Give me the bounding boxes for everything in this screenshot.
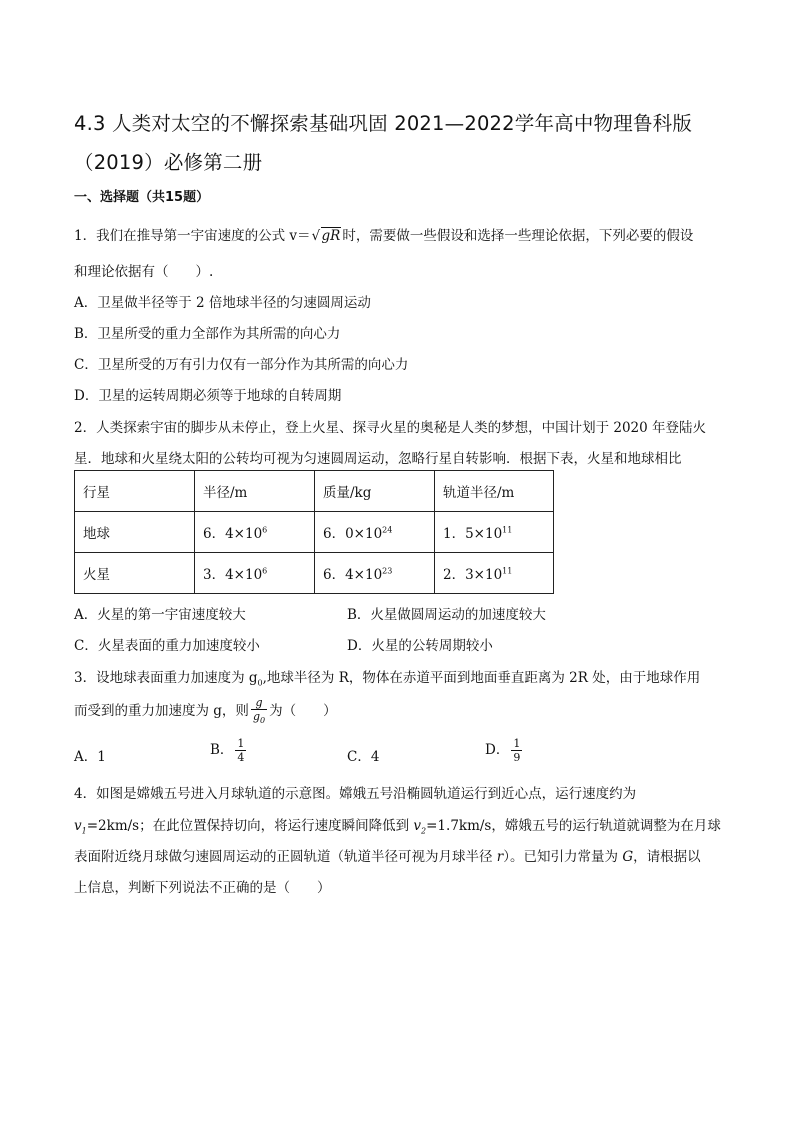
table-cell: 6．$0\times 10^{24}$ [315,512,435,553]
table-cell: 1．$5\times 10^{11}$ [435,512,554,553]
table-cell: 6．$4\times 10^{23}$ [315,553,435,594]
question-1-line-1: 1．我们在推导第一宇宙速度的公式 v＝ √ gR 时，需要做一些假设和选择一些理论依据，下列必要的假设 [74,228,694,244]
question-3-line-1: 3．设地球表面重力加速度为 $g_0$,地球半径为 R，物体在赤道平面到地面垂直距离为 2R 处，由于地球作用 [74,670,701,688]
question-3-option-c: C．4 [347,749,380,765]
table-row [75,553,554,594]
question-2-line-1: 2．人类探索宇宙的脚步从未停止，登上火星、探寻火星的奥秘是人类的梦想，中国计划于 2020 年登陆火 [74,420,707,436]
question-3-option-d: D． $\frac{1}{9}$ [485,737,521,764]
question-3-option-a: A．1 [74,749,106,765]
question-2-option-d: D．火星的公转周期较小 [347,638,493,654]
table-header-cell: 行星 [75,471,195,512]
question-2-option-b: B．火星做圆周运动的加速度较大 [347,607,546,623]
question-2-option-a: A．火星的第一宇宙速度较大 [74,607,246,623]
question-1-option-d: D．卫星的运转周期必须等于地球的自转周期 [74,388,342,404]
question-4-line-3: 表面附近绕月球做匀速圆周运动的正圆轨道（轨道半径可视为月球半径 r）。已知引力常量为 G，请根据以 [74,849,701,865]
table-cell: 火星 [75,553,195,594]
question-1-option-b: B．卫星所受的重力全部作为其所需的向心力 [74,326,341,342]
table-header-row [75,471,554,512]
question-4-line-2: $v_1=2km/s$；在此位置保持切向，将运行速度瞬间降低到 $v_2=1.7km/s$，嫦娥五号的运行轨道就调整为在月球 [74,818,721,836]
sqrt-expression: √ gR [311,228,341,244]
question-2-line-2: 星．地球和火星绕太阳的公转均可视为匀速圆周运动，忽略行星自转影响．根据下表，火星和地球相比 [74,451,682,467]
question-3-option-b: B． $\frac{1}{4}$ [210,737,245,764]
table-header-cell: 半径/m [195,471,315,512]
question-1-option-a: A．卫星做半径等于 2 倍地球半径的匀速圆周运动 [74,295,371,311]
table-header-cell: 轨道半径/m [435,471,554,512]
section-heading: 一、选择题（共15题） [74,190,210,205]
table-header-cell: 质量/kg [315,471,435,512]
table-cell: 3．$4\times 10^6$ [195,553,315,594]
question-1-option-c: C．卫星所受的万有引力仅有一部分作为其所需的向心力 [74,357,409,373]
question-3-line-2: 而受到的重力加速度为 g，则 $\frac{g}{g_0}$ 为（ ） [74,696,337,726]
ratio-fraction: $\frac{g}{g_0}$ [252,696,266,726]
table-row [75,512,554,553]
planet-data-table [74,470,554,594]
table-cell: 2．$3\times 10^{11}$ [435,553,554,594]
table-cell: 6．$4\times 10^6$ [195,512,315,553]
document-title: 4.3 人类对太空的不懈探索基础巩固 2021—2022学年高中物理鲁科版（2019）必修第二册 [74,112,693,174]
table-cell: 地球 [75,512,195,553]
question-1-line-2: 和理论依据有（ ）. [74,264,214,280]
question-4-line-4: 上信息，判断下列说法不正确的是（ ） [74,880,331,896]
question-2-option-c: C．火星表面的重力加速度较小 [74,638,260,654]
question-4-line-1: 4．如图是嫦娥五号进入月球轨道的示意图。嫦娥五号沿椭圆轨道运行到近心点，运行速度约为 [74,786,637,802]
